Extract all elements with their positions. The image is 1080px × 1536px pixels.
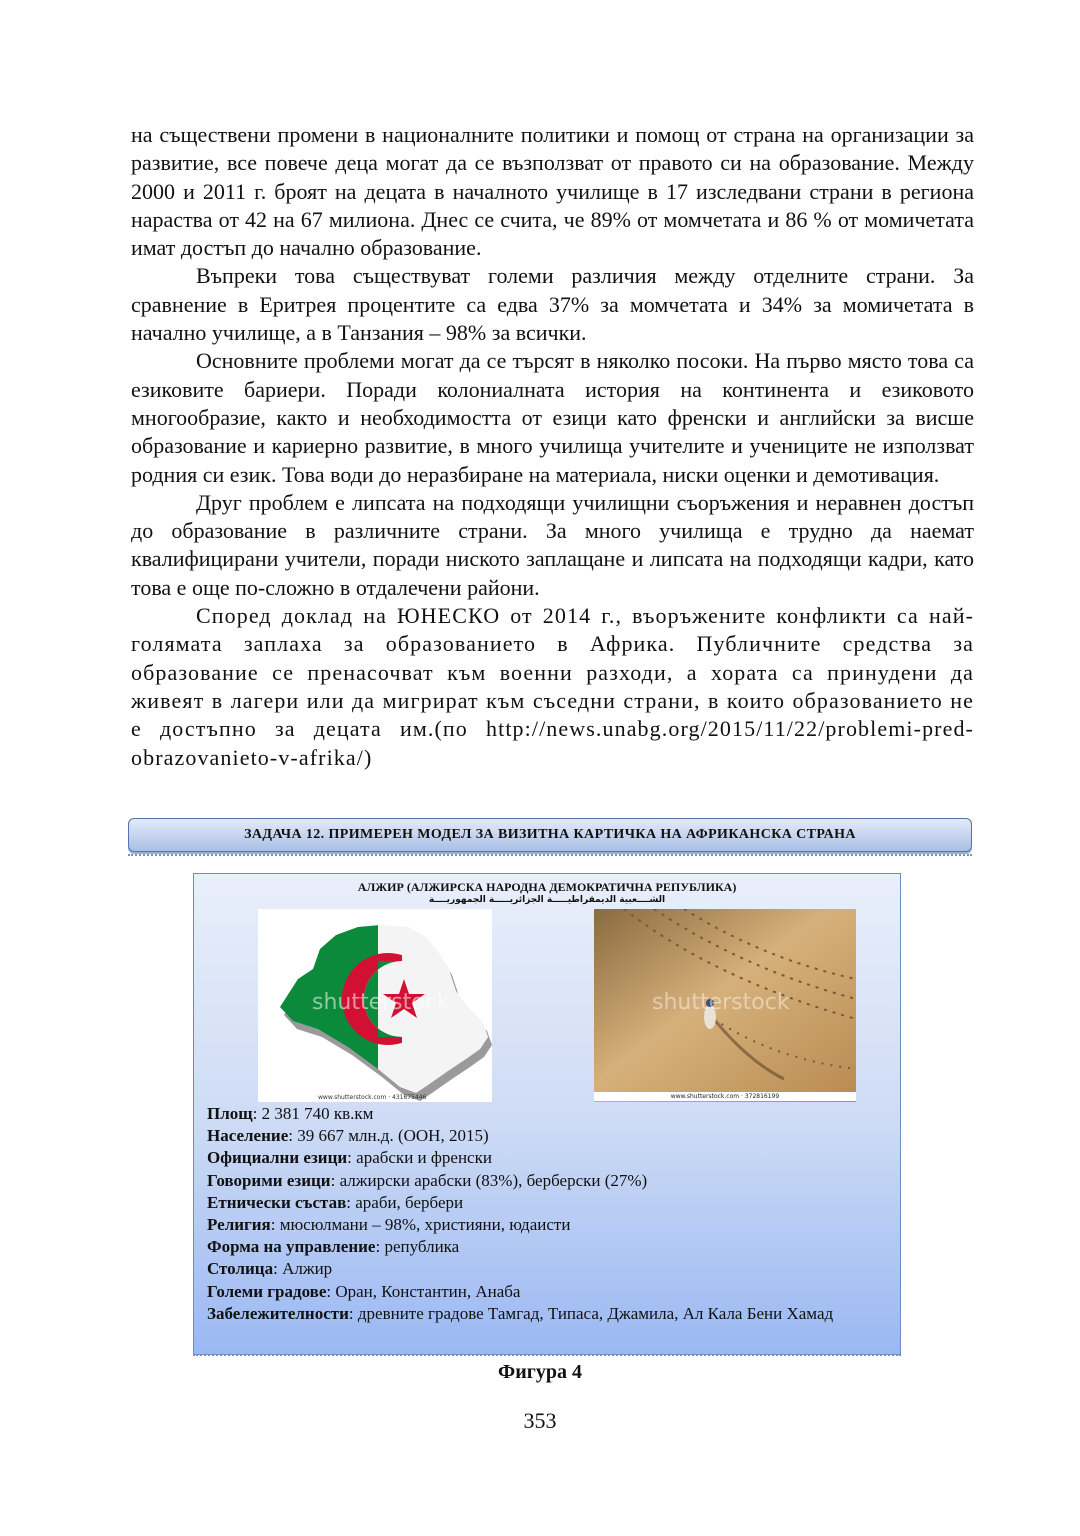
fact-official-languages: Официални езици: арабски и френски	[207, 1148, 492, 1168]
paragraph	[131, 602, 974, 772]
flag-map-icon	[258, 909, 492, 1102]
paragraph-text: Според доклад на ЮНЕСКО от 2014 г., въоръжените конфликти са най-голямата заплаха за образованието в Африка. Публичните средства за образование се пренасочват към военни разходи, а хората са принудени да живеят в лагери или да мигрират към съседни страни, в които образованието не е достъпно за децата им.	[131, 603, 974, 742]
fact-population: Население: 39 667 млн.д. (ООН, 2015)	[207, 1126, 489, 1146]
main-text	[131, 121, 974, 772]
page-number: 353	[523, 1408, 557, 1433]
image-caption: www.shutterstock.com · 372816199	[594, 1092, 856, 1101]
country-card	[193, 873, 901, 1355]
fact-religion: Религия: мюсюлмани – 98%, християни, юдаисти	[207, 1215, 571, 1235]
divider	[128, 854, 972, 856]
fact-spoken-languages: Говорими езици: алжирски арабски (83%), берберски (27%)	[207, 1170, 648, 1190]
fact-capital: Столица: Алжир	[207, 1259, 333, 1279]
source-link[interactable]: (по http://news.unabg.org/2015/11/22/problemi-pred-obrazovanieto-v-afrika/)	[131, 716, 974, 770]
desert-photo-icon	[594, 909, 856, 1102]
fact-landmarks: Забележителности: древните градове Тамгад, Типаса, Джамила, Ал Кала Бени Хамад	[207, 1303, 834, 1323]
fact-major-cities: Големи градове: Оран, Константин, Анаба	[207, 1281, 521, 1301]
watermark-text: shutterstock	[652, 990, 790, 1015]
fact-area: Площ: 2 381 740 кв.км	[207, 1104, 374, 1123]
card-arabic-title: الشــــعبية الديمقراطيـــــة الجزائريـــــة الجمهوريــــة	[428, 895, 666, 905]
paragraph: Въпреки това съществуват големи различия между отделните страни. За сравнение в Еритрея процентите са едва 37% за момчетата и 34% за момичетата в начално училище, а в Танзания – 98% за всички.	[131, 263, 974, 346]
facts-list	[207, 1103, 887, 1325]
task-header	[128, 818, 972, 852]
paragraph: Друг проблем е липсата на подходящи училищни съоръжения и неравнен достъп до образование в различните страни. За много училища е трудно да наемат квалифицирани учители, поради ниското заплащане и липсата на подходящи кадри, като това е още по-сложно в отдалечени райони.	[131, 489, 974, 600]
task-title: ЗАДАЧА 12. ПРИМЕРЕН МОДЕЛ ЗА ВИЗИТНА КАРТИЧКА НА АФРИКАНСКА СТРАНА	[244, 827, 856, 842]
image-caption: www.shutterstock.com · 431675446	[318, 1094, 427, 1101]
fact-government: Форма на управление: република	[207, 1237, 460, 1257]
paragraph: на съществени промени в националните политики и помощ от страна на организации за развитие, все повече деца могат да се възползват от правото си на образование. Между 2000 и 2011 г. броят на децата в началното училище в 17 изследвани страни в региона нараства от 42 на 67 милиона. Днес се счита, че 89% от момчетата и 86 % от момичетата имат достъп до начално образование.	[131, 122, 974, 261]
algeria-flag-map-image	[258, 909, 492, 1102]
card-title: АЛЖИР (АЛЖИРСКА НАРОДНА ДЕМОКРАТИЧНА РЕПУБЛИКА)	[357, 880, 737, 894]
watermark-text: shutterstock	[312, 990, 450, 1015]
divider	[193, 1354, 901, 1356]
fact-ethnic-groups: Етнически състав: араби, бербери	[207, 1192, 464, 1212]
paragraph: Основните проблеми могат да се търсят в няколко посоки. На първо място това са езиковите бариери. Поради колониалната история на континента и езиковото многообразие, както и необходимостта от езици като френски и английски за висше образование и кариерно развитие, в много училища учителите и учениците не използват родния си език. Това води до неразбиране на материала, ниски оценки и демотивация.	[131, 348, 974, 487]
figure-caption: Фигура 4	[498, 1361, 582, 1383]
desert-photo-image	[594, 909, 856, 1102]
